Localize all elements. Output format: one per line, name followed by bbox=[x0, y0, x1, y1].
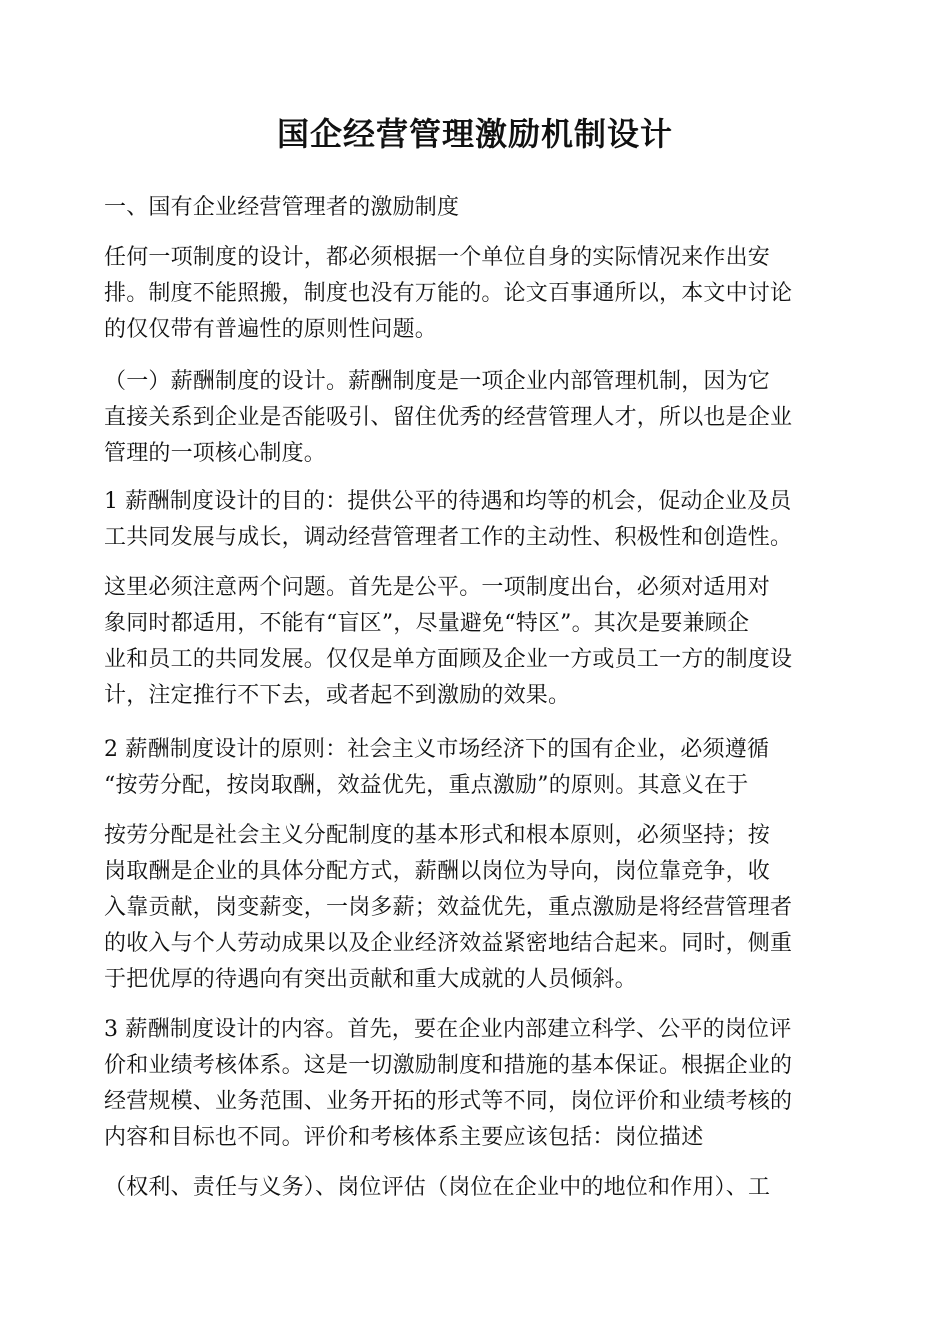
paragraph-line: 2 薪酬制度设计的原则：社会主义市场经济下的国有企业，必须遵循 bbox=[104, 737, 770, 762]
paragraph bbox=[104, 570, 840, 714]
section-heading bbox=[104, 190, 840, 226]
paragraph-line: 业和员工的共同发展。仅仅是单方面顾及企业一方或员工一方的制度设 bbox=[104, 647, 793, 672]
paragraph-line: “按劳分配，按岗取酬，效益优先，重点激励”的原则。其意义在于 bbox=[104, 773, 749, 798]
paragraph-line: 管理的一项核心制度。 bbox=[104, 441, 327, 466]
paragraph-line: 经营规模、业务范围、业务开拓的形式等不同，岗位评价和业绩考核的 bbox=[104, 1089, 793, 1114]
paragraph bbox=[104, 1170, 840, 1206]
paragraph-line: 象同时都适用，不能有“盲区”，尽量避免“特区”。其次是要兼顾企 bbox=[104, 611, 750, 636]
paragraph-line: 直接关系到企业是否能吸引、留住优秀的经营管理人才，所以也是企业 bbox=[104, 405, 793, 430]
paragraph-line: 排。制度不能照搬，制度也没有万能的。论文百事通所以，本文中讨论 bbox=[104, 281, 793, 306]
paragraph-line: 1 薪酬制度设计的目的：提供公平的待遇和均等的机会，促动企业及员 bbox=[104, 489, 792, 514]
paragraph-line: 这里必须注意两个问题。首先是公平。一项制度出台，必须对适用对 bbox=[104, 575, 771, 600]
paragraph bbox=[104, 1012, 840, 1156]
paragraph-line: 任何一项制度的设计，都必须根据一个单位自身的实际情况来作出安 bbox=[104, 245, 771, 270]
paragraph-line: 岗取酬是企业的具体分配方式，薪酬以岗位为导向，岗位靠竞争，收 bbox=[104, 859, 771, 884]
paragraph-line: 内容和目标也不同。评价和考核体系主要应该包括：岗位描述 bbox=[104, 1125, 704, 1150]
paragraph-line: 于把优厚的待遇向有突出贡献和重大成就的人员倾斜。 bbox=[104, 967, 637, 992]
paragraph bbox=[104, 484, 840, 556]
paragraph-line: 的收入与个人劳动成果以及企业经济效益紧密地结合起来。同时，侧重 bbox=[104, 931, 793, 956]
paragraph bbox=[104, 818, 840, 998]
paragraph-line: 3 薪酬制度设计的内容。首先，要在企业内部建立科学、公平的岗位评 bbox=[104, 1017, 792, 1042]
paragraph bbox=[104, 240, 840, 348]
paragraph-line: （权利、责任与义务）、岗位评估（岗位在企业中的地位和作用）、工 bbox=[104, 1175, 771, 1200]
document-title: 国企经营管理激励机制设计 bbox=[276, 115, 673, 153]
paragraph-line: 入靠贡献，岗变薪变，一岗多薪；效益优先，重点激励是将经营管理者 bbox=[104, 895, 793, 920]
paragraph-line: 工共同发展与成长，调动经营管理者工作的主动性、积极性和创造性。 bbox=[104, 525, 793, 550]
paragraph-line: 按劳分配是社会主义分配制度的基本形式和根本原则，必须坚持；按 bbox=[104, 823, 771, 848]
paragraph bbox=[104, 364, 840, 472]
paragraph-line: （一）薪酬制度的设计。薪酬制度是一项企业内部管理机制，因为它 bbox=[104, 369, 771, 394]
paragraph-line: 的仅仅带有普遍性的原则性问题。 bbox=[104, 317, 438, 342]
paragraph-line: 一、国有企业经营管理者的激励制度 bbox=[104, 195, 460, 220]
paragraph bbox=[104, 732, 840, 804]
paragraph-line: 计，注定推行不下去，或者起不到激励的效果。 bbox=[104, 683, 571, 708]
paragraph-line: 价和业绩考核体系。这是一切激励制度和措施的基本保证。根据企业的 bbox=[104, 1053, 793, 1078]
